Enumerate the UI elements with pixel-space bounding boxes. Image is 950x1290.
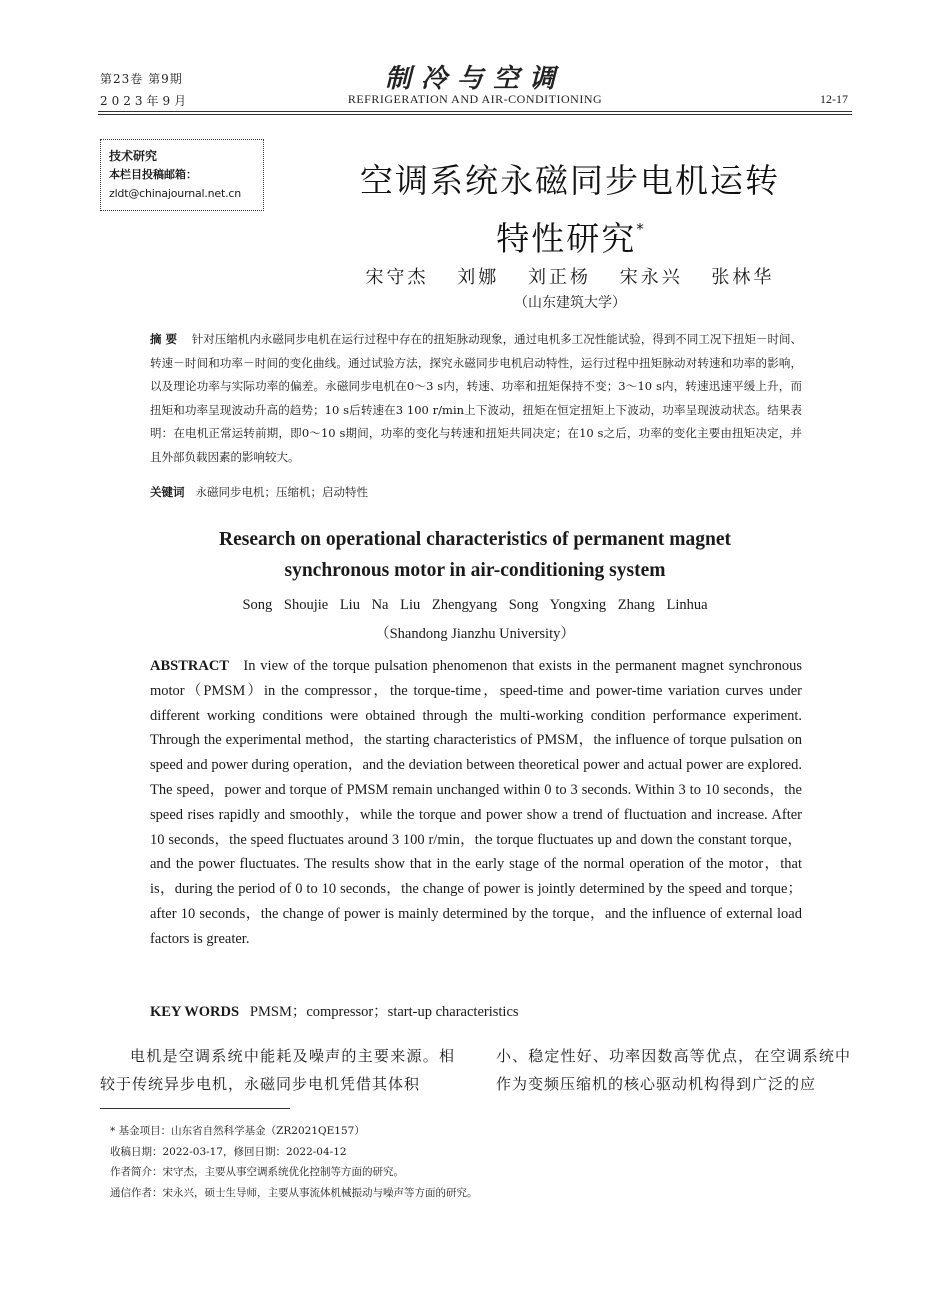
abstract-en — [150, 654, 802, 952]
keywords-cn — [150, 484, 802, 500]
paper-title-cn — [320, 157, 820, 263]
abstract-cn — [150, 328, 802, 469]
journal-title-en: REFRIGERATION AND AIR-CONDITIONING — [347, 92, 603, 106]
issue-number: 第23卷 第9期 — [100, 72, 183, 86]
paper-title-en-line1: Research on operational characteristics of permanent magnet — [219, 529, 731, 550]
column-email[interactable]: zldt@chinajournal.net.cn — [109, 187, 242, 200]
footnotes — [110, 1121, 850, 1203]
journal-title-cn: 制冷与空调 — [384, 64, 565, 94]
footnote-received: 收稿日期：2022-03-17，修回日期：2022-04-12 — [110, 1145, 347, 1158]
authors-en: Song Shoujie Liu Na Liu Zhengyang Song Yongxing Zhang Linhua — [242, 597, 708, 613]
body-text-right-column: 小、稳定性好、功率因数高等优点，在空调系统中作为变频压缩机的核心驱动机构得到广泛的应 — [496, 1047, 851, 1093]
paper-title-cn-line1: 空调系统永磁同步电机运转 — [360, 161, 780, 200]
keywords-en — [150, 1000, 802, 1021]
paper-title-en-line2: synchronous motor in air-conditioning system — [284, 560, 666, 581]
column-email-label: 本栏目投稿邮箱： — [109, 168, 197, 181]
keywords-en-label: KEY WORDS — [150, 1004, 240, 1020]
abstract-en-text: In view of the torque pulsation phenomenon that exists in the permanent magnet synchronous motor（PMSM）in the compressor，the torque-time，speed-time and power-time variation curves under different working conditions were obtained through the multi-working condition performance experiment. Through the experimental method，the starting characteristics of PMSM，the influence of torque pulsation on speed and power during operation，and the deviation between theoretical power and actual power are explored. The speed，power and torque of PMSM remain unchanged within 0 to 3 seconds. Within 3 to 10 seconds，the speed rises rapidly and smoothly，while the torque and power show a trend of fluctuation and increase. After 10 seconds，the speed fluctuates around 3 100 r/min，the torque fluctuates up and down the constant torque，and the power fluctuates. The results show that in the early stage of the normal operation of the motor，that is，during the period of 0 to 10 seconds，the change of power is jointly determined by the speed and torque；after 10 seconds，the change of power is mainly determined by the torque，and the influence of external load factors is greater. — [150, 658, 803, 947]
fund-footnote-mark: * — [636, 220, 644, 238]
body-text-left-column: 电机是空调系统中能耗及噪声的主要来源。相较于传统异步电机，永磁同步电机凭借其体积 — [100, 1047, 455, 1093]
footnote-rule — [100, 1108, 290, 1109]
keywords-cn-label: 关键词 — [150, 485, 185, 499]
header-rule — [98, 111, 852, 112]
paper-title-cn-line2: 特性研究 — [496, 219, 637, 258]
affiliation-en: （Shandong Jianzhu University） — [375, 626, 575, 642]
authors-cn: 宋守杰 刘娜 刘正杨 宋永兴 张林华 — [365, 267, 775, 288]
keywords-cn-text: 永磁同步电机；压缩机；启动特性 — [195, 485, 368, 499]
column-info-box — [100, 139, 264, 211]
abstract-cn-text: 针对压缩机内永磁同步电机在运行过程中存在的扭矩脉动现象，通过电机多工况性能试验，得到不同工况下扭矩－时间、转速－时间和功率－时间的变化曲线。通过试验方法，探究永磁同步电机启动特性，运行过程中扭矩脉动对转速和功率的影响，以及理论功率与实际功率的偏差。永磁同步电机在0～3 s内，转速、功率和扭矩保持不变；3～10 s内，转速迅速平缓上升，而扭矩和功率呈现波动升高的趋势；10 s后转速在3 100 r/min上下波动，扭矩在恒定扭矩上下波动，功率呈现波动状态。结果表明：在电机正常运转前期，即0～10 s期间，功率的变化与转速和扭矩共同决定；在10 s之后，功率的变化主要由扭矩决定，并且外部负载因素的影响较大。 — [150, 332, 803, 464]
paper-title-en — [100, 524, 850, 586]
header-rule — [98, 114, 852, 115]
footnote-fund: * 基金项目：山东省自然科学基金（ZR2021QE157） — [110, 1125, 365, 1137]
abstract-en-label: ABSTRACT — [150, 658, 229, 674]
column-title: 技术研究 — [109, 149, 158, 163]
issue-date: 2023年9月 — [100, 94, 191, 108]
page-range: 12-17 — [820, 92, 848, 106]
keywords-en-text: PMSM；compressor；start-up characteristics — [249, 1004, 519, 1020]
affiliation-cn: （山东建筑大学） — [514, 295, 626, 311]
footnote-author-bio: 作者简介：宋守杰，主要从事空调系统优化控制等方面的研究。 — [110, 1166, 404, 1178]
abstract-cn-label: 摘 要 — [150, 332, 178, 346]
footnote-corresponding: 通信作者：宋永兴，硕士生导师，主要从事流体机械振动与噪声等方面的研究。 — [110, 1186, 478, 1199]
